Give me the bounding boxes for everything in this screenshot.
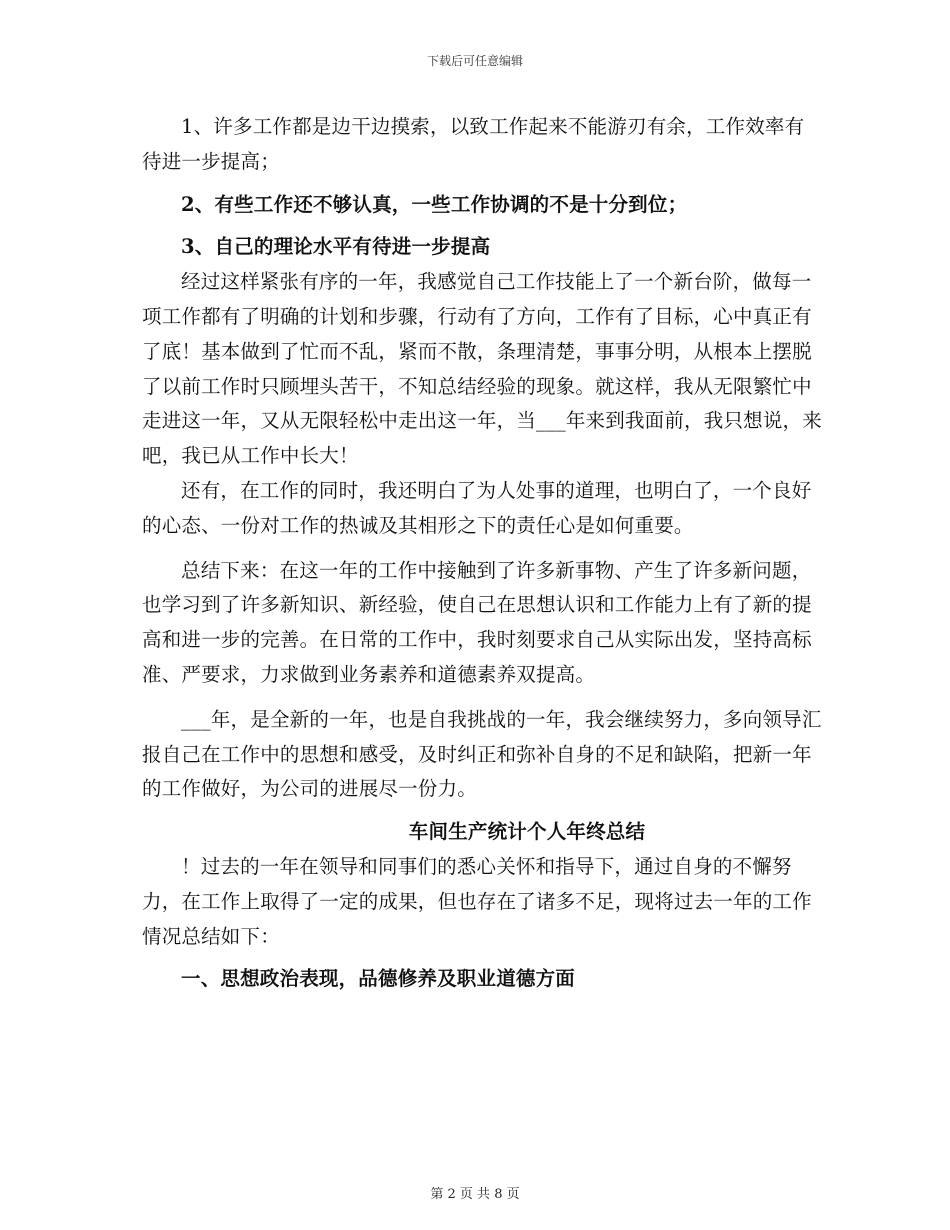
page-footer: 第 2 页 共 8 页	[430, 1187, 520, 1202]
paragraph-item-1: 1、许多工作都是边干边摸索，以致工作起来不能游刃有余，工作效率有待进一步提高；	[142, 115, 805, 173]
section-heading: 一、思想政治表现，品德修养及职业道德方面	[181, 967, 576, 991]
document-body	[142, 110, 822, 997]
paragraph-attitude: 还有，在工作的同时，我还明白了为人处事的道理，也明白了，一个良好的心态、一份对工作的热诚及其相形之下的责任心是如何重要。	[142, 478, 812, 537]
page-header: 下载后可任意编辑	[426, 54, 523, 68]
paragraph-item-2: 2、有些工作还不够认真，一些工作协调的不是十分到位；	[181, 192, 688, 216]
paragraph-intro: ！过去的一年在领导和同事们的悉心关怀和指导下，通过自身的不懈努力，在工作上取得了一定的成果，但也存在了诸多不足，现将过去一年的工作情况总结如下：	[142, 854, 812, 948]
section-title: 车间生产统计个人年终总结	[408, 820, 646, 844]
paragraph-experience: 经过这样紧张有序的一年，我感觉自己工作技能上了一个新台阶，做每一项工作都有了明确的计划和步骤，行动有了方向，工作有了目标，心中真正有了底！基本做到了忙而不乱，紧而不散，条理清楚，事事分明，从根本上摆脱了以前工作时只顾埋头苦干，不知总结经验的现象。就这样，我从无限繁忙中走进这一年，又从无限轻松中走出这一年，当___年来到我面前，我只想说，来吧，我已从工作中长大！	[142, 270, 822, 468]
paragraph-new-year: ___年，是全新的一年，也是自我挑战的一年，我会继续努力，多向领导汇报自己在工作中的思想和感受，及时纠正和弥补自身的不足和缺陷，把新一年的工作做好，为公司的进展尽一份力。	[142, 707, 822, 801]
paragraph-summary: 总结下来：在这一年的工作中接触到了许多新事物、产生了许多新问题，也学习到了许多新知识、新经验，使自己在思想认识和工作能力上有了新的提高和进一步的完善。在日常的工作中，我时刻要求自己从实际出发，坚持高标准、严要求，力求做到业务素养和道德素养双提高。	[142, 558, 812, 686]
paragraph-item-3: 3、自己的理论水平有待进一步提高	[181, 235, 491, 259]
